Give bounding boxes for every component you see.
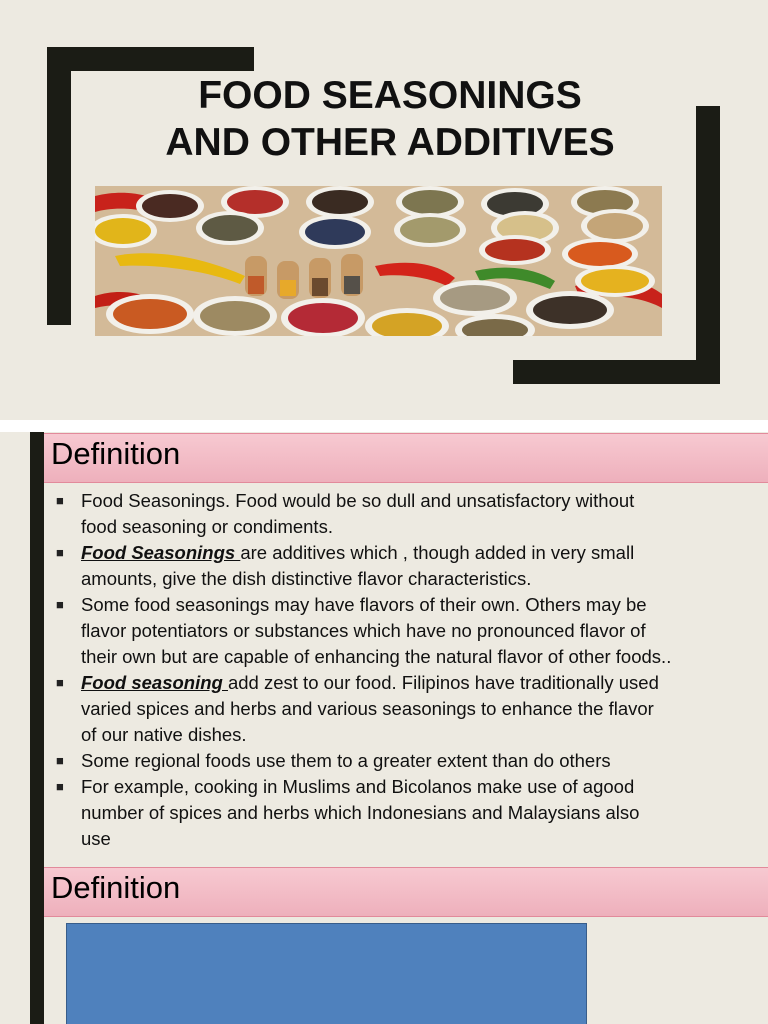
list-item [56,748,768,774]
title-slide [0,0,768,420]
bullet-line: flavor potentiators or substances which have no pronounced flavor of [81,620,646,641]
bullet-line: food seasoning or condiments. [81,516,333,537]
slide-title-line-1: FOOD SEASONINGS [198,74,582,117]
slide-title [80,72,700,166]
bullet-line: ■ Some food seasonings may have flavors of their own. Others may be [81,594,647,615]
list-item [56,670,768,748]
list-item [56,540,768,592]
corner-bracket-top-left [47,47,254,71]
bullet-line [81,670,768,696]
emphasis-term: Food Seasonings [81,542,241,563]
bullet-list [56,488,768,852]
slide-accent-bar [30,866,44,1024]
slide-heading: Definition [51,870,181,905]
definition-slide [0,432,768,866]
bullet-line: ■ For example, cooking in Muslims and Bicolanos make use of agood [81,776,635,797]
bullet-line: ■ Food Seasonings. Food would be so dull and unsatisfactory without [81,490,635,511]
definition-slide-2 [0,866,768,1024]
bullet-line: use [81,828,111,849]
bullet-text: add zest to our food. Filipinos have traditionally used [227,672,659,693]
bullet-line: of our native dishes. [81,724,247,745]
list-item [56,488,768,540]
heading-band [44,867,768,917]
emphasis-term: Food seasoning [81,672,228,693]
bullet-line: amounts, give the dish distinctive flavor characteristics. [81,568,532,589]
slide-accent-bar [30,432,44,866]
bullet-line: number of spices and herbs which Indonesians and Malaysians also [81,802,640,823]
list-item [56,774,768,852]
heading-band [44,433,768,483]
bullet-line: their own but are capable of enhancing the natural flavor of other foods.. [81,646,672,667]
bullet-line: varied spices and herbs and various seasonings to enhance the flavor [81,698,654,719]
bullet-line [81,540,768,566]
list-item [56,592,768,670]
bullet-text: are additives which , though added in very small [240,542,635,563]
blue-content-box [66,923,587,1024]
spices-photo [95,186,662,336]
slide-title-line-2: AND OTHER ADDITIVES [165,121,615,164]
bullet-line: ■ Some regional foods use them to a greater extent than do others [81,750,611,771]
corner-bracket-bottom-right [513,360,720,384]
slide-heading: Definition [51,436,181,471]
corner-bracket-top-left-vertical [47,47,71,325]
